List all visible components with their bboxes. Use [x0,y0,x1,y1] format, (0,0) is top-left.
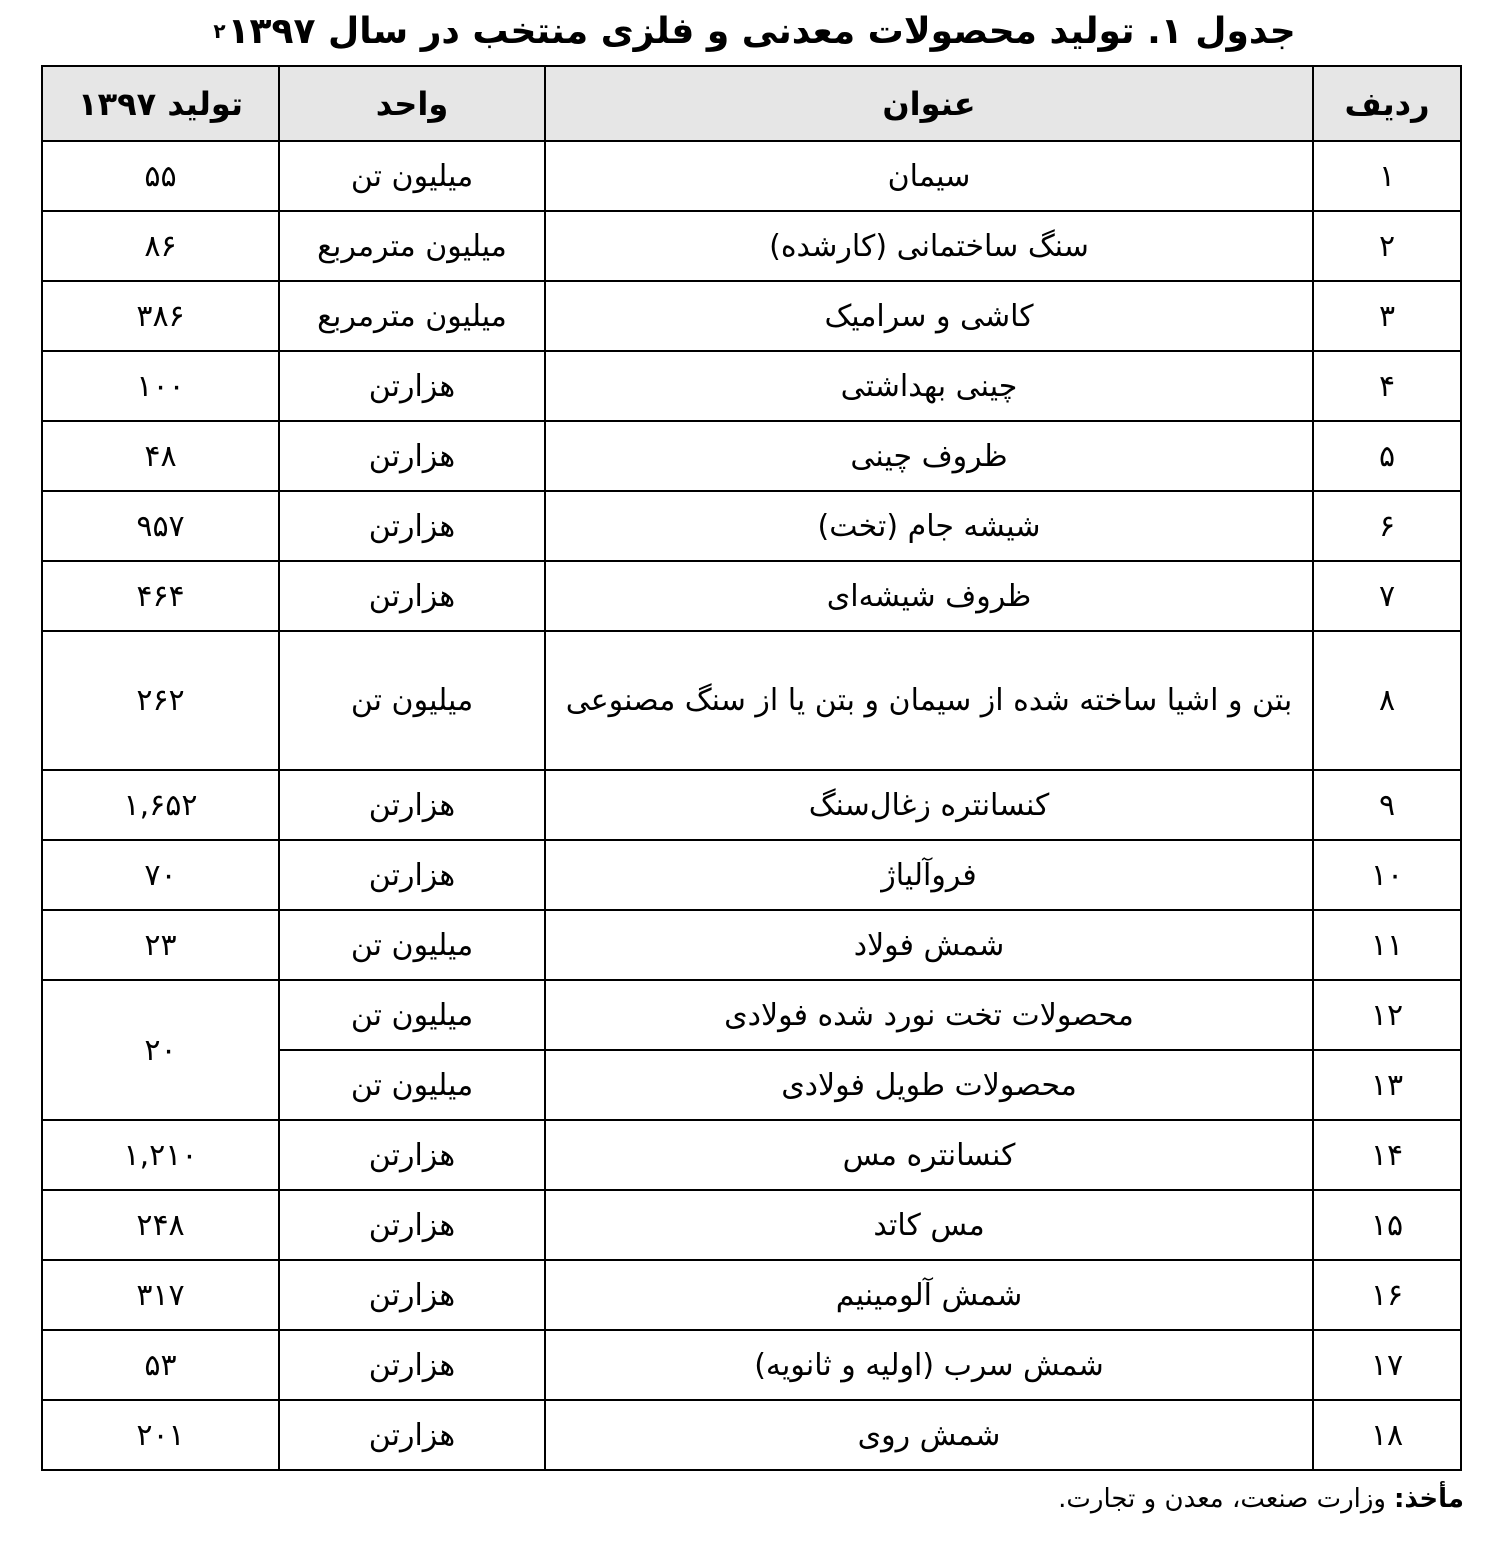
table-row [42,1190,1461,1260]
table-row [42,211,1461,281]
cell-unit: میلیون مترمربع [279,211,545,281]
cell-production: ۳۸۶ [42,281,279,351]
table-row [42,141,1461,211]
table-row [42,421,1461,491]
cell-title: ظروف چینی [545,421,1313,491]
header-unit: واحد [279,66,545,141]
cell-title: کنسانتره زغال‌سنگ [545,770,1313,840]
cell-production: ۱,۶۵۲ [42,770,279,840]
cell-title: سیمان [545,141,1313,211]
cell-unit: هزارتن [279,421,545,491]
cell-row-number: ۷ [1313,561,1461,631]
cell-title: شمش روی [545,1400,1313,1470]
table-caption-text: جدول ۱. تولید محصولات معدنی و فلزی منتخب در سال ۱۳۹۷ [227,10,1296,52]
cell-row-number: ۱۷ [1313,1330,1461,1400]
cell-title: محصولات تخت نورد شده فولادی [545,980,1313,1050]
cell-production: ۱,۲۱۰ [42,1120,279,1190]
cell-unit: میلیون تن [279,141,545,211]
cell-row-number: ۳ [1313,281,1461,351]
source-text: وزارت صنعت، معدن و تجارت. [1058,1484,1386,1514]
cell-row-number: ۵ [1313,421,1461,491]
cell-production: ۲۶۲ [42,631,279,770]
cell-title: شیشه جام (تخت) [545,491,1313,561]
cell-unit: میلیون مترمربع [279,281,545,351]
cell-unit: هزارتن [279,770,545,840]
cell-production: ۸۶ [42,211,279,281]
cell-row-number: ۱۲ [1313,980,1461,1050]
cell-title: بتن و اشیا ساخته شده از سیمان و بتن یا از سنگ مصنوعی [545,631,1313,770]
cell-title: شمش سرب (اولیه و ثانویه) [545,1330,1313,1400]
cell-row-number: ۱۶ [1313,1260,1461,1330]
footnote-mark: ۲ [213,19,226,43]
table-row [42,910,1461,980]
source-note [1058,1484,1464,1514]
table-row [42,631,1461,770]
cell-unit: میلیون تن [279,631,545,770]
cell-production: ۴۸ [42,421,279,491]
table-row [42,1120,1461,1190]
production-table [41,65,1462,1471]
cell-title: محصولات طویل فولادی [545,1050,1313,1120]
table-row [42,491,1461,561]
cell-unit: هزارتن [279,840,545,910]
cell-unit: هزارتن [279,491,545,561]
cell-title: کاشی و سرامیک [545,281,1313,351]
table-caption [0,0,1509,62]
cell-unit: هزارتن [279,1120,545,1190]
header-title: عنوان [545,66,1313,141]
cell-production-merged: ۲۰ [42,980,279,1120]
cell-row-number: ۱۰ [1313,840,1461,910]
cell-row-number: ۱۸ [1313,1400,1461,1470]
table-row [42,1400,1461,1470]
table-row [42,840,1461,910]
cell-title: کنسانتره مس [545,1120,1313,1190]
cell-row-number: ۲ [1313,211,1461,281]
cell-row-number: ۱۴ [1313,1120,1461,1190]
cell-row-number: ۱۱ [1313,910,1461,980]
cell-unit: میلیون تن [279,910,545,980]
cell-production: ۴۶۴ [42,561,279,631]
table-row [42,281,1461,351]
cell-row-number: ۸ [1313,631,1461,770]
cell-production: ۲۴۸ [42,1190,279,1260]
cell-title: سنگ ساختمانی (کارشده) [545,211,1313,281]
source-label: مأخذ: [1393,1484,1464,1514]
cell-production: ۲۳ [42,910,279,980]
cell-row-number: ۹ [1313,770,1461,840]
cell-production: ۵۳ [42,1330,279,1400]
cell-unit: هزارتن [279,351,545,421]
cell-unit: میلیون تن [279,980,545,1050]
table-row [42,1260,1461,1330]
table-row [42,1330,1461,1400]
table-row [42,561,1461,631]
cell-title: مس کاتد [545,1190,1313,1260]
cell-title: ظروف شیشه‌ای [545,561,1313,631]
cell-production: ۱۰۰ [42,351,279,421]
cell-unit: هزارتن [279,1330,545,1400]
cell-title: شمش آلومینیم [545,1260,1313,1330]
cell-title: فروآلیاژ [545,840,1313,910]
header-production: تولید ۱۳۹۷ [42,66,279,141]
cell-row-number: ۶ [1313,491,1461,561]
cell-row-number: ۱ [1313,141,1461,211]
header-row-number: ردیف [1313,66,1461,141]
cell-unit: میلیون تن [279,1050,545,1120]
cell-row-number: ۱۵ [1313,1190,1461,1260]
cell-title: چینی بهداشتی [545,351,1313,421]
cell-production: ۷۰ [42,840,279,910]
cell-production: ۳۱۷ [42,1260,279,1330]
table-header-row [42,66,1461,141]
cell-production: ۲۰۱ [42,1400,279,1470]
cell-unit: هزارتن [279,561,545,631]
table-row [42,351,1461,421]
table-row [42,980,1461,1050]
cell-row-number: ۴ [1313,351,1461,421]
cell-production: ۹۵۷ [42,491,279,561]
cell-row-number: ۱۳ [1313,1050,1461,1120]
table-row [42,770,1461,840]
cell-unit: هزارتن [279,1190,545,1260]
cell-unit: هزارتن [279,1260,545,1330]
cell-production: ۵۵ [42,141,279,211]
cell-title: شمش فولاد [545,910,1313,980]
cell-unit: هزارتن [279,1400,545,1470]
